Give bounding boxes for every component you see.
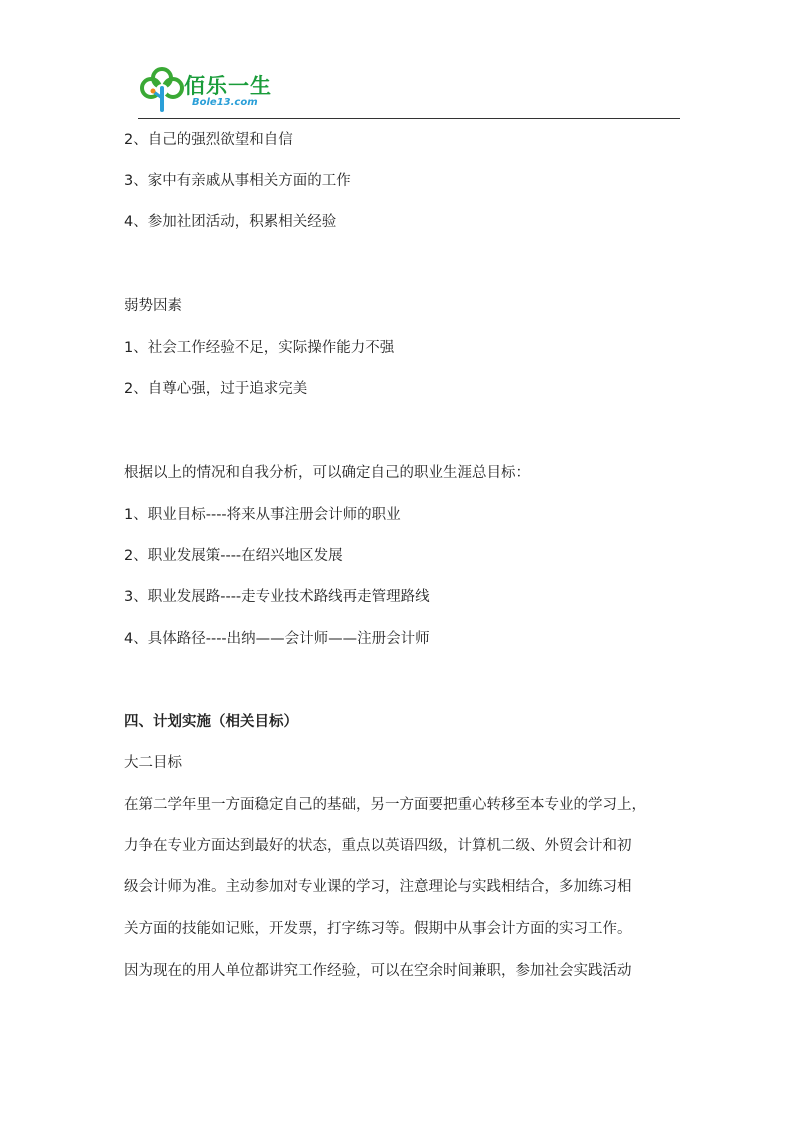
subsection-heading: 大二目标 (124, 755, 182, 771)
page-header (138, 64, 680, 119)
paragraph-line: 在第二学年里一方面稳定自己的基础，另一方面要把重心转移至本专业的学习上， (124, 797, 646, 813)
section-heading: 弱势因素 (124, 298, 182, 314)
text-line: 2、自尊心强，过于追求完美 (124, 381, 308, 397)
paragraph-line: 力争在专业方面达到最好的状态，重点以英语四级，计算机二级、外贸会计和初 (124, 838, 632, 854)
text-line: 4、参加社团活动，积累相关经验 (124, 214, 337, 230)
paragraph-line: 级会计师为准。主动参加对专业课的学习，注意理论与实践相结合，多加练习相 (124, 879, 632, 895)
text-line: 2、职业发展策----在绍兴地区发展 (124, 548, 343, 564)
text-line: 3、职业发展路----走专业技术路线再走管理路线 (124, 589, 430, 605)
logo-subtext: Bole13.com (192, 97, 258, 108)
text-line: 4、具体路径----出纳——会计师——注册会计师 (124, 631, 430, 647)
paragraph-line: 因为现在的用人单位都讲究工作经验，可以在空余时间兼职，参加社会实践活动 (124, 963, 632, 979)
tree-logo-icon (138, 64, 186, 112)
paragraph-line: 关方面的技能如记账，开发票，打字练习等。假期中从事会计方面的实习工作。 (124, 921, 632, 937)
text-line: 根据以上的情况和自我分析，可以确定自己的职业生涯总目标： (124, 465, 530, 481)
logo (138, 64, 278, 114)
section-title: 四、计划实施（相关目标） (124, 714, 298, 730)
text-line: 1、职业目标----将来从事注册会计师的职业 (124, 507, 401, 523)
text-line: 1、社会工作经验不足，实际操作能力不强 (124, 340, 395, 356)
logo-text: 佰乐一生 (184, 74, 272, 98)
text-line: 2、自己的强烈欲望和自信 (124, 132, 293, 148)
text-line: 3、家中有亲戚从事相关方面的工作 (124, 173, 351, 189)
